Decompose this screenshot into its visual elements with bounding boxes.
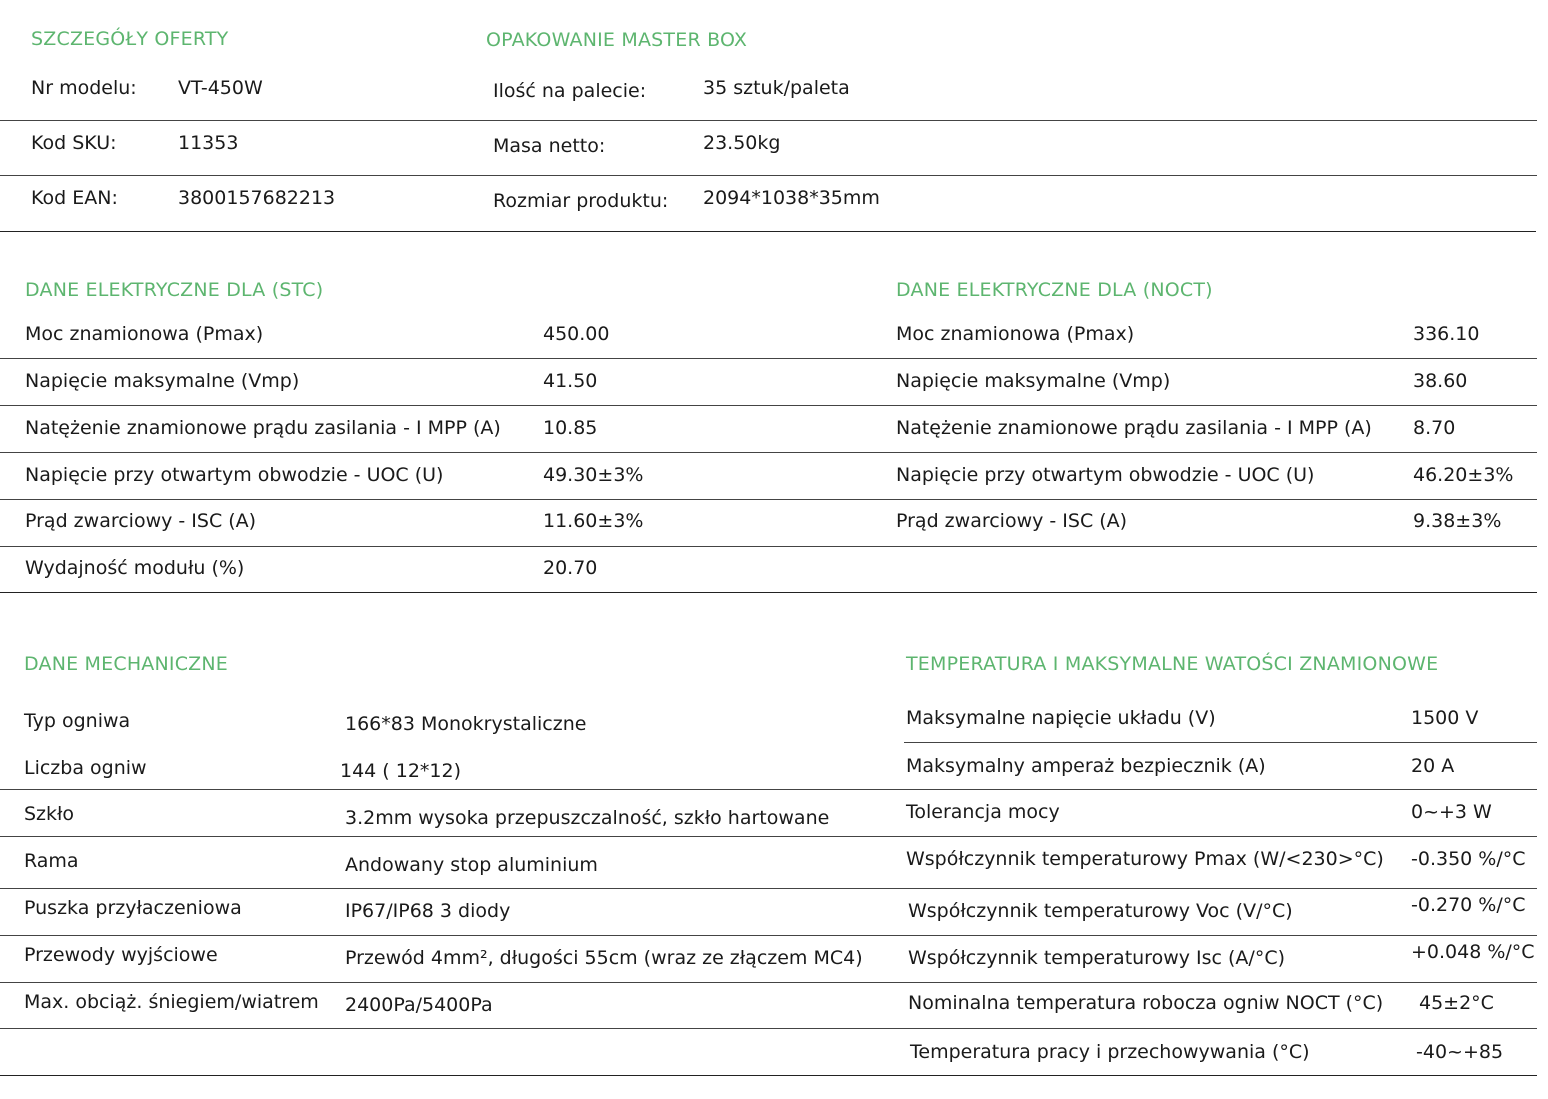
masterbox-label-weight: Masa netto: bbox=[493, 135, 606, 157]
stc-label-impp: Natężenie znamionowe prądu zasilania - I MPP (A) bbox=[25, 417, 501, 439]
stc-label-vmp: Napięcie maksymalne (Vmp) bbox=[25, 370, 300, 392]
offer-label-model: Nr modelu: bbox=[31, 77, 137, 99]
noct-heading: DANE ELEKTRYCZNE DLA (NOCT) bbox=[896, 279, 1213, 301]
offer-value-model: VT-450W bbox=[178, 77, 263, 99]
stc-value-uoc: 49.30±3% bbox=[543, 464, 644, 486]
noct-label-impp: Natężenie znamionowe prądu zasilania - I MPP (A) bbox=[896, 417, 1372, 439]
mech-value-cell-type: 166*83 Monokrystaliczne bbox=[345, 713, 587, 735]
stc-label-isc: Prąd zwarciowy - ISC (A) bbox=[25, 510, 257, 532]
divider bbox=[0, 120, 1537, 121]
mech-label-frame: Rama bbox=[24, 850, 79, 872]
temp-value-noct: 45±2°C bbox=[1419, 992, 1494, 1014]
stc-label-pmax: Moc znamionowa (Pmax) bbox=[25, 323, 264, 345]
divider bbox=[0, 499, 1537, 500]
divider bbox=[0, 592, 1537, 593]
temp-value-tolerance: 0~+3 W bbox=[1411, 801, 1492, 823]
divider bbox=[904, 742, 1537, 743]
temp-value-coef-isc: +0.048 %/°C bbox=[1411, 941, 1535, 963]
noct-label-isc: Prąd zwarciowy - ISC (A) bbox=[896, 510, 1128, 532]
temp-value-fuse: 20 A bbox=[1411, 755, 1455, 777]
mech-value-frame: Andowany stop aluminium bbox=[345, 854, 598, 876]
noct-value-pmax: 336.10 bbox=[1413, 323, 1480, 345]
mech-label-junction-box: Puszka przyłaczeniowa bbox=[24, 897, 242, 919]
noct-value-uoc: 46.20±3% bbox=[1413, 464, 1514, 486]
stc-label-uoc: Napięcie przy otwartym obwodzie - UOC (U) bbox=[25, 464, 444, 486]
temp-label-noct: Nominalna temperatura robocza ogniw NOCT (°C) bbox=[908, 992, 1384, 1014]
mech-value-load: 2400Pa/5400Pa bbox=[345, 994, 493, 1016]
divider bbox=[0, 935, 1537, 936]
mech-value-glass: 3.2mm wysoka przepuszczalność, szkło hartowane bbox=[345, 807, 830, 829]
temp-label-coef-pmax: Współczynnik temperaturowy Pmax (W/<230>°C) bbox=[906, 848, 1384, 870]
masterbox-label-pallet: Ilość na palecie: bbox=[493, 80, 647, 102]
temp-label-max-voltage: Maksymalne napięcie układu (V) bbox=[906, 707, 1216, 729]
offer-value-ean: 3800157682213 bbox=[178, 187, 336, 209]
stc-value-pmax: 450.00 bbox=[543, 323, 610, 345]
noct-value-isc: 9.38±3% bbox=[1413, 510, 1502, 532]
masterbox-label-size: Rozmiar produktu: bbox=[493, 190, 669, 212]
temp-label-tolerance: Tolerancja mocy bbox=[906, 801, 1060, 823]
divider bbox=[0, 452, 1537, 453]
divider bbox=[0, 789, 1537, 790]
mech-heading: DANE MECHANICZNE bbox=[24, 653, 229, 675]
masterbox-value-size: 2094*1038*35mm bbox=[703, 187, 880, 209]
temp-label-operating: Temperatura pracy i przechowywania (°C) bbox=[910, 1041, 1310, 1063]
temp-label-fuse: Maksymalny amperaż bezpiecznik (A) bbox=[906, 755, 1266, 777]
noct-label-pmax: Moc znamionowa (Pmax) bbox=[896, 323, 1135, 345]
stc-label-efficiency: Wydajność modułu (%) bbox=[25, 557, 245, 579]
divider bbox=[0, 358, 1537, 359]
offer-label-ean: Kod EAN: bbox=[31, 187, 118, 209]
stc-value-isc: 11.60±3% bbox=[543, 510, 644, 532]
masterbox-heading: OPAKOWANIE MASTER BOX bbox=[486, 29, 748, 51]
divider bbox=[0, 836, 1537, 837]
divider bbox=[0, 888, 1537, 889]
divider bbox=[0, 546, 1537, 547]
mech-label-cell-count: Liczba ogniw bbox=[24, 757, 147, 779]
divider bbox=[0, 231, 1536, 232]
noct-value-vmp: 38.60 bbox=[1413, 370, 1468, 392]
noct-label-uoc: Napięcie przy otwartym obwodzie - UOC (U) bbox=[896, 464, 1315, 486]
mech-label-cables: Przewody wyjściowe bbox=[24, 944, 218, 966]
noct-value-impp: 8.70 bbox=[1413, 417, 1456, 439]
stc-value-impp: 10.85 bbox=[543, 417, 598, 439]
divider bbox=[0, 175, 1537, 176]
temp-label-coef-voc: Współczynnik temperaturowy Voc (V/°C) bbox=[908, 900, 1293, 922]
mech-label-load: Max. obciąż. śniegiem/wiatrem bbox=[24, 991, 319, 1013]
divider bbox=[0, 1075, 1537, 1076]
mech-label-glass: Szkło bbox=[24, 803, 75, 825]
temp-value-operating: -40~+85 bbox=[1416, 1041, 1504, 1063]
divider bbox=[0, 1028, 1537, 1029]
stc-heading: DANE ELEKTRYCZNE DLA (STC) bbox=[25, 279, 324, 301]
temp-value-max-voltage: 1500 V bbox=[1411, 707, 1479, 729]
offer-label-sku: Kod SKU: bbox=[31, 132, 117, 154]
mech-value-junction-box: IP67/IP68 3 diody bbox=[345, 900, 511, 922]
divider bbox=[0, 982, 1537, 983]
offer-heading: SZCZEGÓŁY OFERTY bbox=[31, 28, 229, 50]
divider bbox=[0, 405, 1537, 406]
masterbox-value-pallet: 35 sztuk/paleta bbox=[703, 77, 850, 99]
offer-value-sku: 11353 bbox=[178, 132, 239, 154]
temp-value-coef-pmax: -0.350 %/°C bbox=[1411, 848, 1526, 870]
temp-heading: TEMPERATURA I MAKSYMALNE WATOŚCI ZNAMIONOWE bbox=[906, 653, 1439, 675]
mech-value-cables: Przewód 4mm², długości 55cm (wraz ze złączem MC4) bbox=[345, 947, 863, 969]
mech-value-cell-count: 144 ( 12*12) bbox=[340, 760, 462, 782]
stc-value-efficiency: 20.70 bbox=[543, 557, 598, 579]
temp-label-coef-isc: Współczynnik temperaturowy Isc (A/°C) bbox=[908, 947, 1286, 969]
masterbox-value-weight: 23.50kg bbox=[703, 132, 781, 154]
temp-value-coef-voc: -0.270 %/°C bbox=[1411, 894, 1526, 916]
noct-label-vmp: Napięcie maksymalne (Vmp) bbox=[896, 370, 1171, 392]
mech-label-cell-type: Typ ogniwa bbox=[24, 710, 131, 732]
stc-value-vmp: 41.50 bbox=[543, 370, 598, 392]
